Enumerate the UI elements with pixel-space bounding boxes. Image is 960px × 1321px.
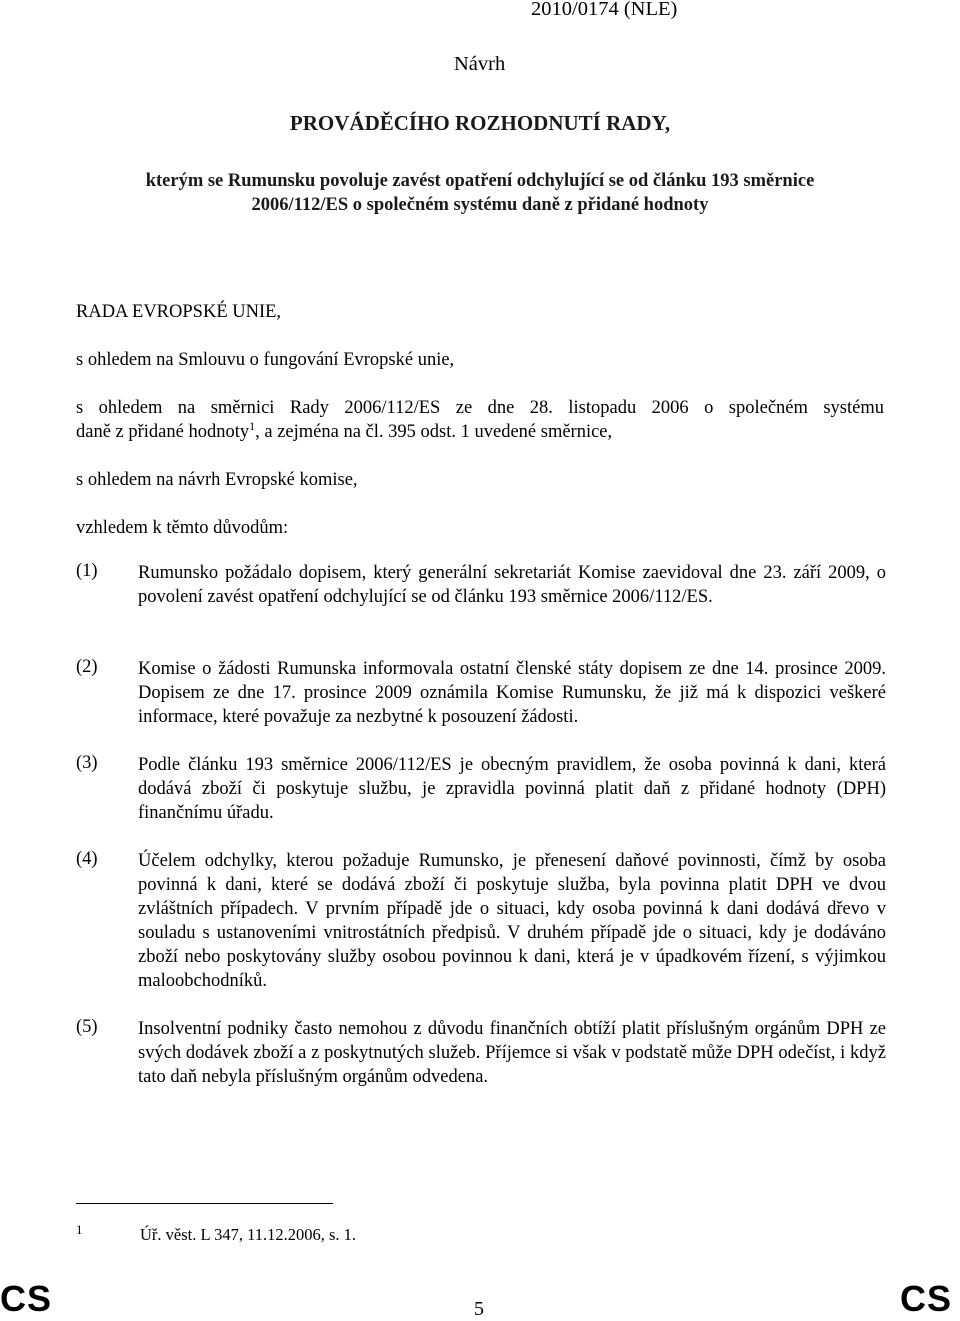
- recital-number: (2): [76, 657, 98, 677]
- footnote-number: 1: [76, 1222, 83, 1237]
- language-code-left: CS: [0, 1278, 53, 1319]
- citation-directive-text-b: , a zejména na čl. 395 odst. 1 uvedené směrnice,: [255, 422, 613, 442]
- document-reference: 2010/0174 (NLE): [531, 0, 678, 20]
- citation-proposal: s ohledem na návrh Evropské komise,: [76, 470, 358, 490]
- recital-text: Komise o žádosti Rumunska informovala ostatní členské státy dopisem ze dne 14. prosince 2009. Dopisem ze dne 17. prosince 2009 oznámila Komise Rumunsku, že již má k dispozici veškeré informace, které považuje za nezbytné k posouzení žádosti.: [138, 659, 886, 727]
- recital-number: (1): [76, 561, 98, 581]
- recital-text: Podle článku 193 směrnice 2006/112/ES je obecným pravidlem, že osoba povinná k dani, která dodává zboží či poskytuje službu, je zpravidla povinná platit daň z přidané hodnoty (DPH) finančnímu úřadu.: [138, 755, 886, 823]
- council-heading: RADA EVROPSKÉ UNIE,: [76, 302, 282, 322]
- document-title: PROVÁDĚCÍHO ROZHODNUTÍ RADY,: [289, 111, 671, 135]
- footnote-reference: 1: [249, 418, 256, 433]
- footnote-text: Úř. věst. L 347, 11.12.2006, s. 1.: [140, 1225, 357, 1244]
- recital-text: Insolventní podniky často nemohou z důvodu finančních obtíží platit příslušným orgánům DPH ze svých dodávek zboží a z poskytnutých služeb. Příjemce si však v podstatě může DPH odečíst, i když tato daň nebyla příslušným orgánům odvedena.: [138, 1019, 886, 1087]
- citation-directive-text-a: daně z přidané hodnoty: [76, 422, 250, 442]
- document-subtitle-line-1: kterým se Rumunsku povoluje zavést opatření odchylující se od článku 193 směrnice: [145, 171, 815, 191]
- citation-directive-line-2: [76, 418, 613, 443]
- recital-text: Účelem odchylky, kterou požaduje Rumunsko, je přenesení daňové povinnosti, čímž by osoba povinná k dani, které se dodává zboží či poskytuje služba, byla povinna platit DPH ve dvou zvláštních případech. V prvním případě jde o situaci, kdy osoba povinná k dani dodává dřevo v souladu s ustanoveními vnitrostátních předpisů. V druhém případě jde o situaci, kdy je dodáváno zboží nebo poskytovány služby osobou povinnou k dani, která je v úpadkovém řízení, s výjimkou maloobchodníků.: [138, 851, 886, 991]
- recital-number: (5): [76, 1017, 98, 1037]
- recital-number: (3): [76, 753, 98, 773]
- footnote-separator: [76, 1203, 333, 1204]
- whereas-intro: vzhledem k těmto důvodům:: [76, 518, 289, 538]
- language-code-right: CS: [900, 1278, 953, 1319]
- page-number: 5: [474, 1298, 484, 1320]
- draft-status: Návrh: [454, 53, 506, 75]
- document-subtitle-line-2: 2006/112/ES o společném systému daně z přidané hodnoty: [251, 195, 709, 215]
- citation-treaty: s ohledem na Smlouvu o fungování Evropské unie,: [76, 350, 455, 370]
- recital-text: Rumunsko požádalo dopisem, který generální sekretariát Komise zaevidoval dne 23. září 2009, o povolení zavést opatření odchylující se od článku 193 směrnice 2006/112/ES.: [138, 563, 886, 607]
- citation-directive-line-1: s ohledem na směrnici Rady 2006/112/ES ze dne 28. listopadu 2006 o společném systému: [76, 398, 884, 418]
- recital-number: (4): [76, 849, 98, 869]
